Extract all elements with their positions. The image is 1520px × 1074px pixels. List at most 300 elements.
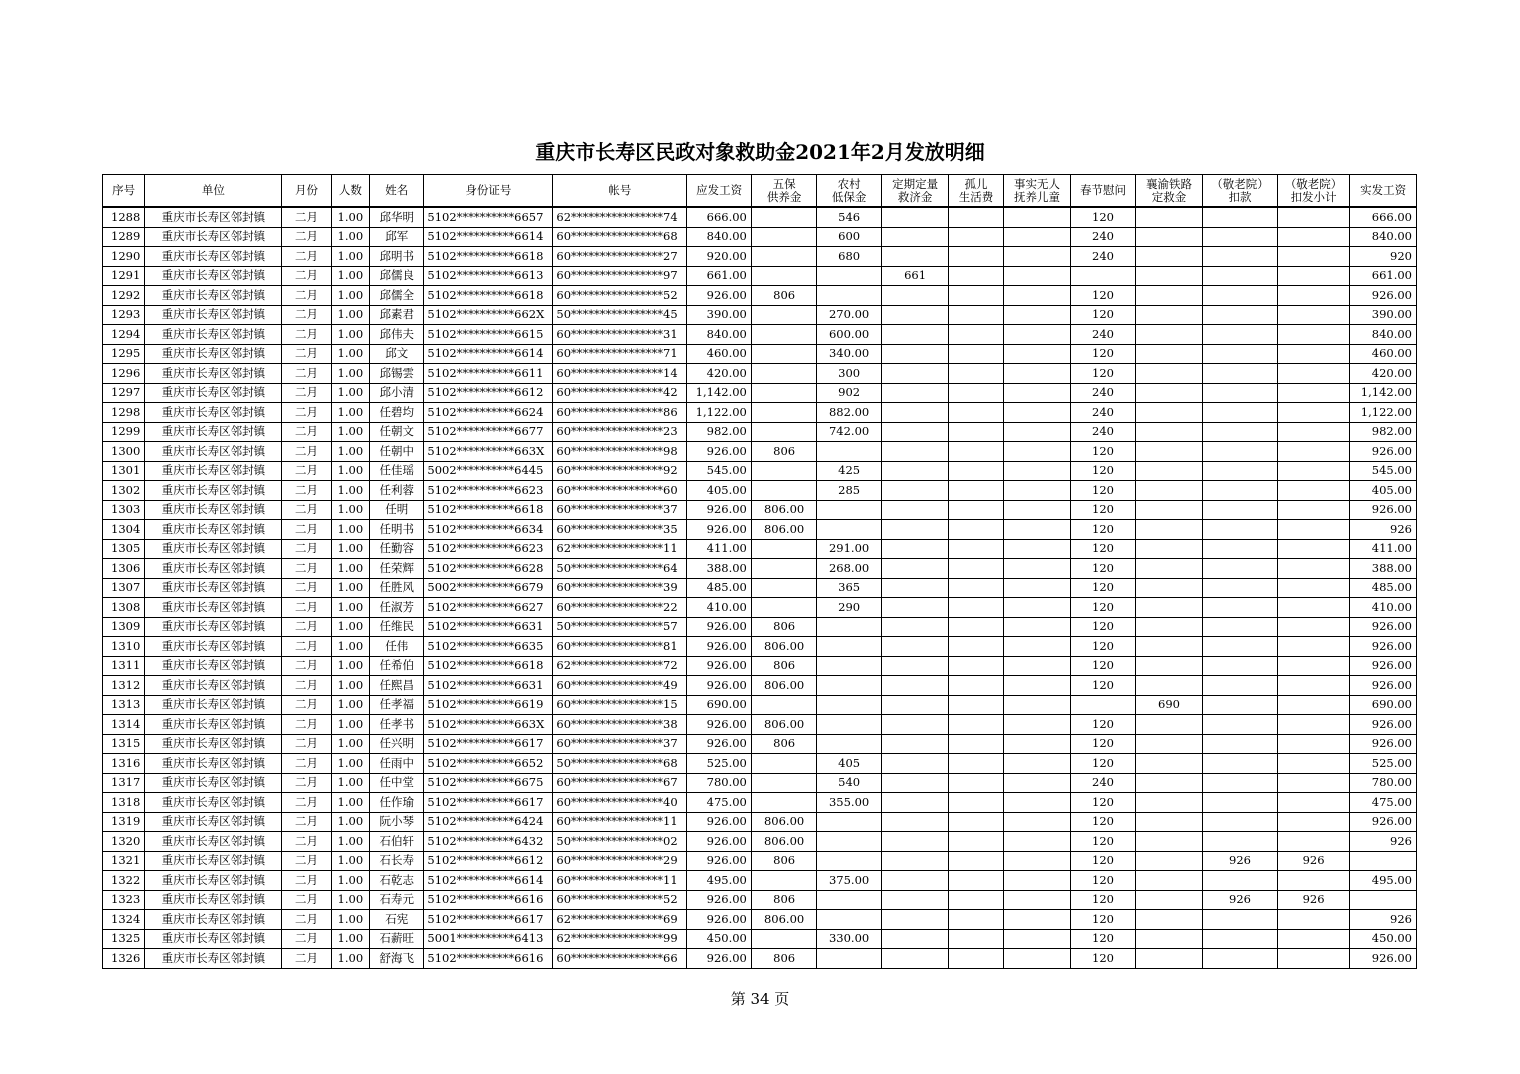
table-cell: 5002**********6679 xyxy=(424,578,553,598)
table-cell: 1311 xyxy=(103,656,145,676)
table-cell: 二月 xyxy=(282,910,331,930)
table-cell: 5102**********6619 xyxy=(424,695,553,715)
table-cell: 邱锡雲 xyxy=(370,364,424,384)
table-cell: 重庆市长寿区邻封镇 xyxy=(145,247,282,267)
table-cell xyxy=(817,656,881,676)
table-cell: 1,122.00 xyxy=(1350,403,1417,423)
table-cell: 120 xyxy=(1071,305,1135,325)
table-cell: 120 xyxy=(1071,734,1135,754)
table-cell xyxy=(881,871,949,891)
table-cell: 任碧均 xyxy=(370,403,424,423)
table-cell: 任孝书 xyxy=(370,715,424,735)
table-row xyxy=(103,364,1417,384)
table-cell: 60****************27 xyxy=(553,247,687,267)
table-cell: 926.00 xyxy=(1350,442,1417,462)
table-cell: 5102**********6616 xyxy=(424,949,553,969)
table-cell: 806 xyxy=(751,851,816,871)
table-cell: 任勤容 xyxy=(370,539,424,559)
table-cell: 二月 xyxy=(282,929,331,949)
table-cell: 1325 xyxy=(103,929,145,949)
table-cell xyxy=(1003,559,1071,579)
table-cell: 120 xyxy=(1071,364,1135,384)
table-cell xyxy=(1135,344,1203,364)
table-cell: 5102**********6628 xyxy=(424,559,553,579)
table-cell xyxy=(1203,910,1278,930)
table-cell: 806 xyxy=(751,890,816,910)
column-header: 定期定量 救济金 xyxy=(881,175,949,208)
table-cell xyxy=(1277,656,1350,676)
table-cell xyxy=(949,734,1003,754)
table-cell: 重庆市长寿区邻封镇 xyxy=(145,207,282,227)
table-cell: 60****************42 xyxy=(553,383,687,403)
table-cell: 485.00 xyxy=(1350,578,1417,598)
table-cell: 62****************99 xyxy=(553,929,687,949)
table-cell: 60****************52 xyxy=(553,890,687,910)
table-cell: 任熙昌 xyxy=(370,676,424,696)
table-cell xyxy=(1135,539,1203,559)
table-cell: 1.00 xyxy=(331,305,369,325)
table-cell: 重庆市长寿区邻封镇 xyxy=(145,500,282,520)
table-cell xyxy=(1277,227,1350,247)
table-cell: 120 xyxy=(1071,617,1135,637)
table-cell xyxy=(1277,929,1350,949)
table-cell: 60****************92 xyxy=(553,461,687,481)
table-cell xyxy=(1003,754,1071,774)
table-row xyxy=(103,422,1417,442)
table-cell: 926.00 xyxy=(1350,617,1417,637)
table-cell xyxy=(881,422,949,442)
table-cell: 二月 xyxy=(282,383,331,403)
table-cell: 1.00 xyxy=(331,422,369,442)
table-cell: 420.00 xyxy=(687,364,751,384)
table-cell: 石伯轩 xyxy=(370,832,424,852)
table-cell xyxy=(949,461,1003,481)
table-cell xyxy=(1003,539,1071,559)
table-cell: 二月 xyxy=(282,812,331,832)
table-cell: 二月 xyxy=(282,227,331,247)
table-cell xyxy=(1203,325,1278,345)
table-cell xyxy=(881,481,949,501)
table-cell xyxy=(1003,500,1071,520)
table-cell xyxy=(751,207,816,227)
table-cell: 1296 xyxy=(103,364,145,384)
table-cell: 926 xyxy=(1277,890,1350,910)
table-row xyxy=(103,773,1417,793)
table-cell xyxy=(949,871,1003,891)
table-cell: 525.00 xyxy=(1350,754,1417,774)
table-cell: 二月 xyxy=(282,617,331,637)
table-cell xyxy=(1135,422,1203,442)
table-cell xyxy=(1277,520,1350,540)
table-cell: 806 xyxy=(751,656,816,676)
table-cell: 120 xyxy=(1071,656,1135,676)
table-cell xyxy=(1003,890,1071,910)
table-cell xyxy=(1135,715,1203,735)
table-cell: 120 xyxy=(1071,812,1135,832)
table-cell xyxy=(881,851,949,871)
table-cell: 405 xyxy=(817,754,881,774)
table-cell xyxy=(949,617,1003,637)
table-cell: 780.00 xyxy=(687,773,751,793)
table-row xyxy=(103,559,1417,579)
table-cell xyxy=(881,890,949,910)
column-header: 身份证号 xyxy=(424,175,553,208)
table-cell: 926 xyxy=(1203,851,1278,871)
table-cell xyxy=(817,890,881,910)
table-cell: 60****************11 xyxy=(553,871,687,891)
table-cell: 742.00 xyxy=(817,422,881,442)
table-cell: 任伟 xyxy=(370,637,424,657)
table-cell: 1305 xyxy=(103,539,145,559)
table-cell xyxy=(949,832,1003,852)
table-cell: 300 xyxy=(817,364,881,384)
table-cell: 重庆市长寿区邻封镇 xyxy=(145,773,282,793)
table-cell: 5102**********6616 xyxy=(424,890,553,910)
table-cell xyxy=(1003,793,1071,813)
table-cell: 重庆市长寿区邻封镇 xyxy=(145,266,282,286)
table-cell: 375.00 xyxy=(817,871,881,891)
table-cell: 重庆市长寿区邻封镇 xyxy=(145,890,282,910)
table-cell: 重庆市长寿区邻封镇 xyxy=(145,949,282,969)
table-cell xyxy=(1277,344,1350,364)
table-row xyxy=(103,481,1417,501)
table-cell: 重庆市长寿区邻封镇 xyxy=(145,286,282,306)
table-row xyxy=(103,442,1417,462)
table-cell xyxy=(1135,364,1203,384)
table-cell: 60****************71 xyxy=(553,344,687,364)
table-cell xyxy=(1203,305,1278,325)
table-cell: 5102**********6618 xyxy=(424,247,553,267)
table-cell: 5102**********6677 xyxy=(424,422,553,442)
table-cell xyxy=(1003,773,1071,793)
table-cell: 806.00 xyxy=(751,637,816,657)
table-cell xyxy=(751,754,816,774)
table-cell: 二月 xyxy=(282,422,331,442)
table-cell xyxy=(1277,949,1350,969)
table-cell: 重庆市长寿区邻封镇 xyxy=(145,422,282,442)
table-cell: 60****************66 xyxy=(553,949,687,969)
table-cell xyxy=(1071,266,1135,286)
table-cell: 50****************02 xyxy=(553,832,687,852)
table-cell: 任维民 xyxy=(370,617,424,637)
table-cell: 石薪旺 xyxy=(370,929,424,949)
table-cell xyxy=(949,715,1003,735)
table-cell xyxy=(817,442,881,462)
table-cell: 二月 xyxy=(282,207,331,227)
table-cell: 388.00 xyxy=(1350,559,1417,579)
table-cell xyxy=(949,286,1003,306)
table-cell xyxy=(751,695,816,715)
table-cell: 1312 xyxy=(103,676,145,696)
table-cell: 926.00 xyxy=(687,656,751,676)
table-cell xyxy=(949,559,1003,579)
table-cell: 1.00 xyxy=(331,500,369,520)
table-cell: 5102**********6612 xyxy=(424,851,553,871)
table-cell: 690.00 xyxy=(687,695,751,715)
table-row xyxy=(103,656,1417,676)
table-cell xyxy=(1203,715,1278,735)
table-cell: 5102**********6617 xyxy=(424,910,553,930)
table-cell xyxy=(1135,910,1203,930)
table-cell xyxy=(1003,676,1071,696)
table-cell: 1321 xyxy=(103,851,145,871)
table-cell xyxy=(949,383,1003,403)
table-cell xyxy=(949,910,1003,930)
table-cell xyxy=(949,929,1003,949)
table-cell xyxy=(817,832,881,852)
table-cell: 5102**********6624 xyxy=(424,403,553,423)
table-cell xyxy=(751,305,816,325)
table-cell: 690 xyxy=(1135,695,1203,715)
table-row xyxy=(103,500,1417,520)
table-cell: 5102**********6623 xyxy=(424,481,553,501)
table-cell xyxy=(1203,637,1278,657)
table-cell xyxy=(1003,227,1071,247)
table-cell: 5102**********663X xyxy=(424,715,553,735)
table-cell: 60****************29 xyxy=(553,851,687,871)
table-cell: 1308 xyxy=(103,598,145,618)
table-cell xyxy=(881,715,949,735)
table-cell: 1295 xyxy=(103,344,145,364)
table-cell: 5001**********6413 xyxy=(424,929,553,949)
table-cell: 5102**********662X xyxy=(424,305,553,325)
table-cell xyxy=(949,403,1003,423)
table-cell: 1.00 xyxy=(331,890,369,910)
table-cell xyxy=(1003,949,1071,969)
table-cell: 任朝中 xyxy=(370,442,424,462)
table-cell: 1288 xyxy=(103,207,145,227)
table-cell: 120 xyxy=(1071,442,1135,462)
table-cell xyxy=(751,364,816,384)
table-cell xyxy=(949,500,1003,520)
table-cell: 450.00 xyxy=(687,929,751,949)
table-cell: 666.00 xyxy=(1350,207,1417,227)
table-cell xyxy=(1003,851,1071,871)
table-cell: 1.00 xyxy=(331,364,369,384)
table-cell xyxy=(817,676,881,696)
table-cell: 926.00 xyxy=(687,715,751,735)
table-row xyxy=(103,617,1417,637)
table-cell: 926.00 xyxy=(687,676,751,696)
table-cell: 1.00 xyxy=(331,812,369,832)
table-cell xyxy=(949,520,1003,540)
table-cell: 任朝文 xyxy=(370,422,424,442)
table-cell: 120 xyxy=(1071,793,1135,813)
table-cell xyxy=(1277,734,1350,754)
table-cell xyxy=(1135,871,1203,891)
table-cell xyxy=(881,773,949,793)
table-cell xyxy=(817,949,881,969)
table-cell xyxy=(1277,305,1350,325)
table-cell xyxy=(1135,734,1203,754)
table-cell xyxy=(881,578,949,598)
table-cell xyxy=(1203,949,1278,969)
table-cell: 806 xyxy=(751,286,816,306)
table-cell xyxy=(1135,656,1203,676)
column-header: 月份 xyxy=(282,175,331,208)
table-cell: 926.00 xyxy=(1350,676,1417,696)
table-cell: 1.00 xyxy=(331,734,369,754)
table-cell: 411.00 xyxy=(687,539,751,559)
table-cell xyxy=(881,286,949,306)
table-cell: 806.00 xyxy=(751,676,816,696)
table-cell: 926.00 xyxy=(1350,715,1417,735)
table-cell: 1320 xyxy=(103,832,145,852)
table-cell xyxy=(881,383,949,403)
table-cell xyxy=(1135,461,1203,481)
table-cell xyxy=(949,851,1003,871)
table-cell: 546 xyxy=(817,207,881,227)
table-cell: 重庆市长寿区邻封镇 xyxy=(145,383,282,403)
table-cell xyxy=(1203,773,1278,793)
table-cell xyxy=(1203,832,1278,852)
relief-fund-table xyxy=(102,174,1417,969)
table-cell: 410.00 xyxy=(687,598,751,618)
table-cell xyxy=(1203,656,1278,676)
table-cell: 60****************98 xyxy=(553,442,687,462)
table-cell: 1298 xyxy=(103,403,145,423)
table-cell xyxy=(949,266,1003,286)
page-number: 第 34 页 xyxy=(730,990,790,1008)
table-cell xyxy=(1135,754,1203,774)
table-cell: 840.00 xyxy=(1350,227,1417,247)
table-cell: 1314 xyxy=(103,715,145,735)
table-cell: 661.00 xyxy=(687,266,751,286)
table-cell xyxy=(1203,207,1278,227)
table-cell: 902 xyxy=(817,383,881,403)
table-cell xyxy=(1277,207,1350,227)
table-cell xyxy=(1135,793,1203,813)
table-cell: 1317 xyxy=(103,773,145,793)
table-cell: 1.00 xyxy=(331,832,369,852)
table-cell xyxy=(1135,403,1203,423)
table-cell xyxy=(1135,949,1203,969)
column-header: 实发工资 xyxy=(1350,175,1417,208)
table-cell: 1.00 xyxy=(331,949,369,969)
table-cell: 1326 xyxy=(103,949,145,969)
table-cell: 5102**********6623 xyxy=(424,539,553,559)
table-cell: 545.00 xyxy=(1350,461,1417,481)
table-cell: 重庆市长寿区邻封镇 xyxy=(145,578,282,598)
table-cell xyxy=(1277,832,1350,852)
table-cell: 240 xyxy=(1071,383,1135,403)
table-cell: 重庆市长寿区邻封镇 xyxy=(145,403,282,423)
table-cell: 600.00 xyxy=(817,325,881,345)
table-cell xyxy=(817,851,881,871)
table-cell: 任淑芳 xyxy=(370,598,424,618)
table-cell: 60****************39 xyxy=(553,578,687,598)
table-cell: 1323 xyxy=(103,890,145,910)
table-cell xyxy=(817,637,881,657)
table-cell: 二月 xyxy=(282,695,331,715)
column-header: 帐号 xyxy=(553,175,687,208)
table-cell xyxy=(881,227,949,247)
table-cell xyxy=(751,578,816,598)
table-cell: 重庆市长寿区邻封镇 xyxy=(145,481,282,501)
table-cell: 1.00 xyxy=(331,578,369,598)
table-cell: 5102**********6675 xyxy=(424,773,553,793)
table-cell: 60****************23 xyxy=(553,422,687,442)
table-cell: 291.00 xyxy=(817,539,881,559)
table-cell: 806.00 xyxy=(751,520,816,540)
table-cell: 926.00 xyxy=(687,442,751,462)
table-cell: 任明 xyxy=(370,500,424,520)
table-cell xyxy=(1277,461,1350,481)
table-cell xyxy=(1135,383,1203,403)
table-cell: 806.00 xyxy=(751,910,816,930)
table-cell xyxy=(817,812,881,832)
table-cell: 邱华明 xyxy=(370,207,424,227)
table-row xyxy=(103,344,1417,364)
table-cell xyxy=(1003,266,1071,286)
table-cell: 525.00 xyxy=(687,754,751,774)
table-cell xyxy=(1003,520,1071,540)
table-cell xyxy=(1203,539,1278,559)
table-cell: 二月 xyxy=(282,715,331,735)
table-cell xyxy=(1277,247,1350,267)
table-cell: 120 xyxy=(1071,207,1135,227)
table-row xyxy=(103,539,1417,559)
table-cell: 二月 xyxy=(282,598,331,618)
table-cell: 60****************86 xyxy=(553,403,687,423)
table-row xyxy=(103,832,1417,852)
table-cell: 重庆市长寿区邻封镇 xyxy=(145,325,282,345)
column-header: 农村 低保金 xyxy=(817,175,881,208)
table-cell: 重庆市长寿区邻封镇 xyxy=(145,364,282,384)
table-cell xyxy=(1135,676,1203,696)
table-cell: 120 xyxy=(1071,637,1135,657)
table-cell: 二月 xyxy=(282,364,331,384)
table-cell xyxy=(949,344,1003,364)
table-cell xyxy=(1277,559,1350,579)
table-cell: 重庆市长寿区邻封镇 xyxy=(145,715,282,735)
column-header: 襄渝铁路 定救金 xyxy=(1135,175,1203,208)
table-cell xyxy=(1135,851,1203,871)
table-cell xyxy=(751,793,816,813)
table-row xyxy=(103,793,1417,813)
table-cell: 120 xyxy=(1071,539,1135,559)
table-cell xyxy=(751,929,816,949)
table-cell: 重庆市长寿区邻封镇 xyxy=(145,344,282,364)
table-cell: 666.00 xyxy=(687,207,751,227)
table-cell: 60****************67 xyxy=(553,773,687,793)
table-cell: 1318 xyxy=(103,793,145,813)
table-cell: 920.00 xyxy=(687,247,751,267)
table-cell: 60****************81 xyxy=(553,637,687,657)
table-cell: 邱小清 xyxy=(370,383,424,403)
table-row xyxy=(103,207,1417,227)
table-row xyxy=(103,598,1417,618)
table-cell: 365 xyxy=(817,578,881,598)
table-cell xyxy=(881,793,949,813)
table-cell: 840.00 xyxy=(687,325,751,345)
table-cell xyxy=(881,325,949,345)
table-cell: 475.00 xyxy=(687,793,751,813)
table-cell xyxy=(1135,305,1203,325)
table-cell: 60****************68 xyxy=(553,227,687,247)
table-cell xyxy=(1277,500,1350,520)
table-row xyxy=(103,890,1417,910)
table-cell: 806 xyxy=(751,617,816,637)
table-cell: 540 xyxy=(817,773,881,793)
table-cell: 62****************72 xyxy=(553,656,687,676)
table-cell: 485.00 xyxy=(687,578,751,598)
table-cell xyxy=(1203,871,1278,891)
table-cell xyxy=(1277,773,1350,793)
table-cell: 邱军 xyxy=(370,227,424,247)
table-cell: 1.00 xyxy=(331,851,369,871)
table-row xyxy=(103,695,1417,715)
